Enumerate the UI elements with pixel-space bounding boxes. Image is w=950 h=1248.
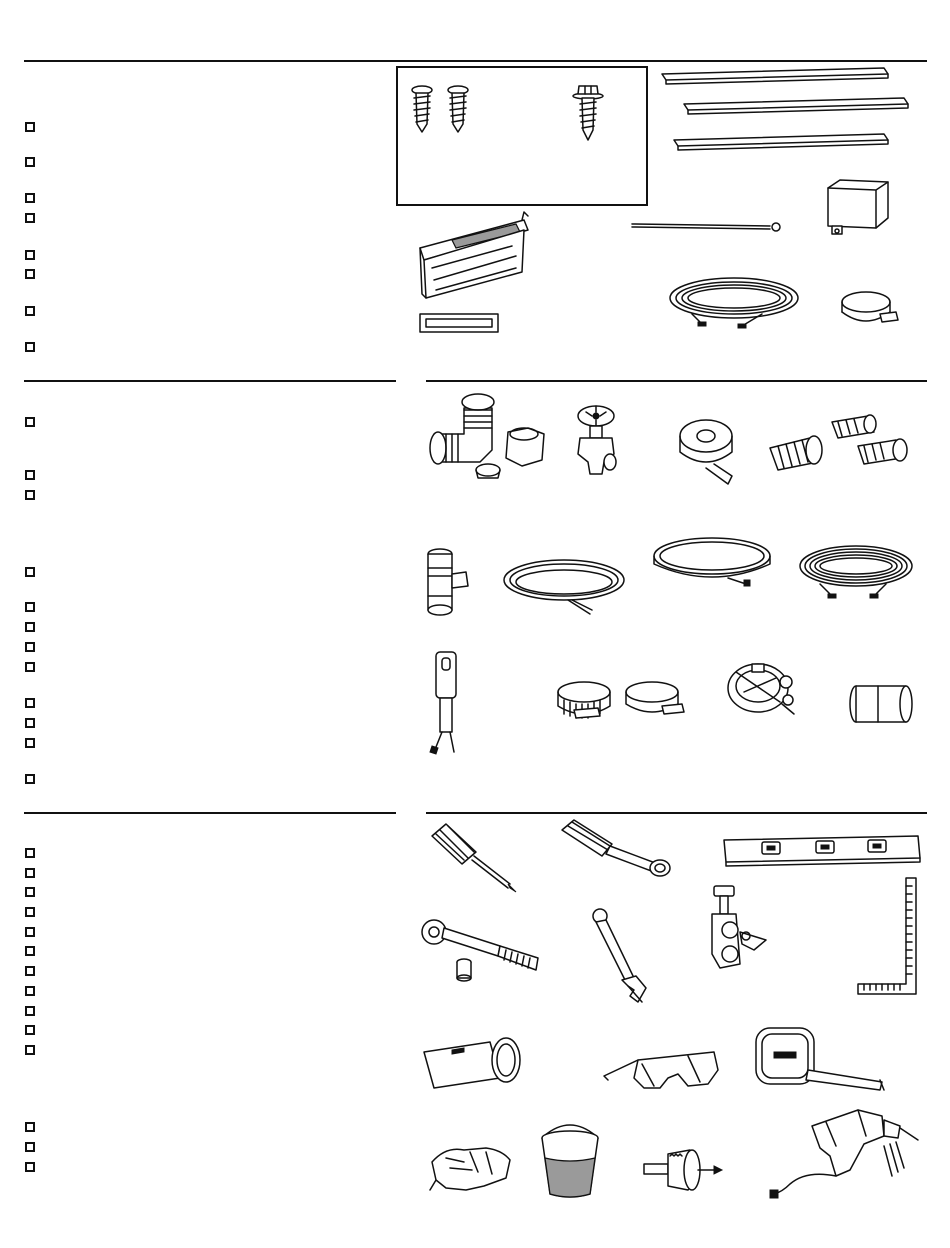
conduit-box-icon [724,656,800,720]
shutoff-valve-icon [572,404,620,484]
drain-hose-icon [662,268,808,332]
checkbox[interactable] [25,1045,35,1055]
checkbox[interactable] [25,848,35,858]
gloves-icon [426,1140,516,1196]
checkbox[interactable] [25,470,35,480]
coupling-icon [848,684,916,726]
condensate-channel-icon [412,210,536,306]
checkbox[interactable] [25,698,35,708]
adjustable-wrench-icon [590,906,654,1008]
cable-tie-icon [630,214,790,236]
water-tubing-icon [650,534,774,592]
junction-box-icon [818,176,896,242]
checkbox[interactable] [25,193,35,203]
phillips-screwdriver-icon [428,822,520,898]
section-rule-tools-right [426,812,927,814]
tubing-cutter-icon [706,884,776,976]
checkbox[interactable] [25,490,35,500]
checkbox[interactable] [25,602,35,612]
checkbox[interactable] [25,250,35,260]
section-rule-needed-left [24,380,396,382]
checkbox[interactable] [25,738,35,748]
safety-glasses-icon [602,1048,722,1094]
checkbox[interactable] [25,306,35,316]
hole-saw-icon [640,1146,724,1194]
checkbox[interactable] [25,1122,35,1132]
checkbox[interactable] [25,642,35,652]
ratchet-socket-icon [420,916,544,988]
hose-clamp-icon [838,286,900,334]
checkbox[interactable] [25,966,35,976]
wire-nuts-icon [768,414,916,478]
checkbox[interactable] [25,946,35,956]
tee-fitting-icon [422,546,474,616]
checkbox[interactable] [25,927,35,937]
checkbox[interactable] [25,907,35,917]
strain-relief-icon [428,650,468,758]
braided-hose-icon [796,540,918,604]
checkbox[interactable] [25,622,35,632]
side-trim-icon [658,66,918,162]
nut-driver-icon [558,818,680,878]
bracket-icon [418,312,502,336]
bucket-icon [538,1120,602,1200]
checkbox[interactable] [25,1025,35,1035]
checkbox[interactable] [25,567,35,577]
checkbox[interactable] [25,1162,35,1172]
hex-head-screw-icon [570,84,606,144]
checkbox[interactable] [25,1006,35,1016]
truss-head-screw-icon [410,84,480,138]
checkbox[interactable] [25,718,35,728]
checkbox[interactable] [25,342,35,352]
checkbox[interactable] [25,213,35,223]
checkbox[interactable] [25,774,35,784]
checkbox[interactable] [25,662,35,672]
section-rule-needed-right [426,380,927,382]
checkbox[interactable] [25,157,35,167]
section-rule-tools-left [24,812,396,814]
checkbox[interactable] [25,269,35,279]
power-cord-icon [500,556,634,620]
section-rule-supplied [24,60,927,62]
level-icon [722,834,922,868]
tape-measure-icon [752,1024,888,1094]
checkbox[interactable] [25,417,35,427]
checkbox[interactable] [25,122,35,132]
hose-clamps-icon [554,676,690,728]
checkbox[interactable] [25,986,35,996]
teflon-tape-icon [676,416,738,486]
elbow-fitting-icon [424,388,548,484]
flashlight-icon [420,1034,524,1094]
checkbox[interactable] [25,1142,35,1152]
checkbox[interactable] [25,868,35,878]
checkbox[interactable] [25,887,35,897]
drill-icon [766,1106,926,1202]
carpenter-square-icon [854,876,920,998]
